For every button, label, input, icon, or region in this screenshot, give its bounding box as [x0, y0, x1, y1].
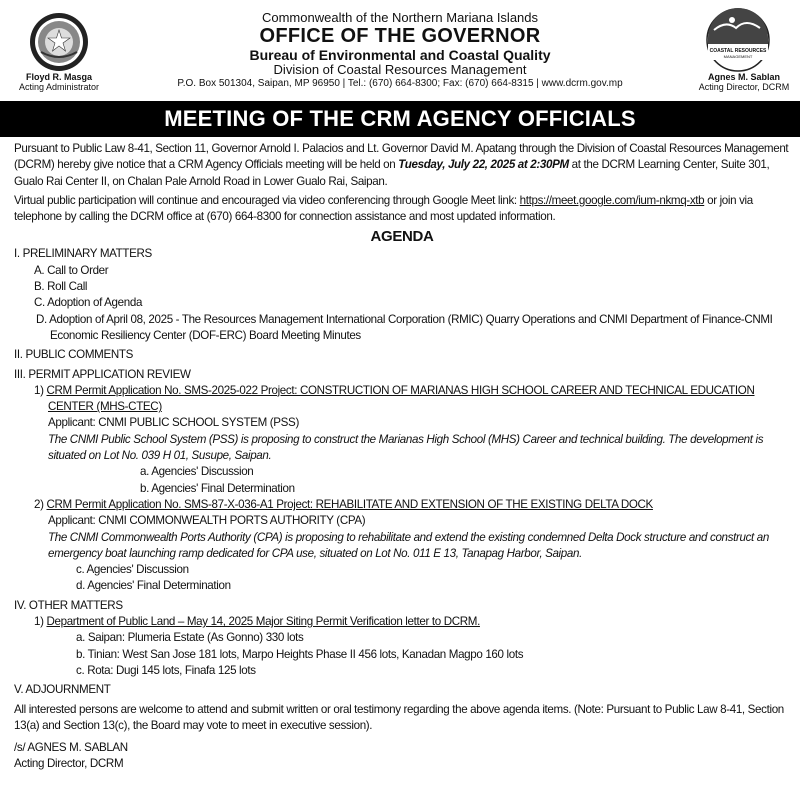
- permit-item-1: [14, 383, 790, 416]
- notice-body: [14, 141, 790, 773]
- letterhead-center: [130, 10, 670, 90]
- permit-applicant: Applicant: CNMI COMMONWEALTH PORTS AUTHORITY (CPA): [48, 514, 366, 528]
- agenda-item: B. Roll Call: [34, 280, 88, 294]
- intro-text-start: Pursuant to Public Law 8-41, Section 11, Governor Arnold I. Palacios and Lt. Governor David M. Apatang through the Division of Coastal Resources Management (DCRM) hereby give notice that a CRM Agency Officials meeting will be held on: [14, 142, 789, 172]
- sub-item: b. Tinian: West San Jose 181 lots, Marpo Heights Phase II 456 lots, Kanadan Magpo 160 lots: [76, 647, 524, 661]
- dcrm-logo-text-1: COASTAL RESOURCES: [709, 48, 767, 54]
- other-matter-item: [14, 614, 790, 630]
- closing-paragraph: All interested persons are welcome to attend and submit written or oral testimony regarding the above agenda items. (Note: Pursuant to Public Law 8-41, Section 13(a) and Section 13(c), the Board may vote to meet in executive session).: [14, 702, 784, 732]
- permit-number: 2): [34, 497, 47, 511]
- sub-item: a. Agencies' Discussion: [140, 465, 254, 479]
- left-signatory: [0, 72, 118, 92]
- section-heading: V. ADJOURNMENT: [14, 683, 111, 697]
- letterhead: [0, 0, 800, 100]
- right-signatory: [690, 72, 798, 92]
- permit-title: CRM Permit Application No. SMS-2025-022 Project: CONSTRUCTION OF MARIANAS HIGH SCHOOL CAREER AND TECHNICAL EDUCATION CENTER (MHS-CTEC): [46, 383, 755, 414]
- contact-address: P.O. Box 501304, Saipan, MP 96950 | Tel.: (670) 664-8300; Fax: (670) 664-8315 | www.dcrm.gov.mp: [177, 78, 623, 89]
- dcrm-logo-text-2: MANAGEMENT: [723, 54, 753, 59]
- notice-title: MEETING OF THE CRM AGENCY OFFICIALS: [0, 101, 800, 137]
- signature-title: Acting Director, DCRM: [14, 757, 124, 771]
- sub-item: d. Agencies' Final Determination: [76, 579, 231, 593]
- dcrm-logo: [706, 8, 770, 72]
- sub-item: c. Rota: Dugi 145 lots, Finafa 125 lots: [76, 663, 256, 677]
- virtual-text-start: Virtual public participation will continue and encouraged via video conferencing through Google Meet link:: [14, 193, 520, 207]
- left-signatory-title: Acting Administrator: [18, 82, 100, 92]
- cnmi-seal-logo: [29, 12, 89, 72]
- google-meet-link[interactable]: https://meet.google.com/ium-nkmq-xtb: [519, 193, 705, 207]
- right-signatory-name: Agnes M. Sablan: [707, 72, 780, 82]
- sub-item: b. Agencies' Final Determination: [140, 481, 295, 495]
- permit-item-2: [14, 497, 790, 513]
- permit-applicant: Applicant: CNMI PUBLIC SCHOOL SYSTEM (PSS): [48, 416, 299, 430]
- intro-text-end: at the DCRM Learning Center, Suite 301, Gualo Rai Center II, on Chalan Pale Arnold Road in Lower Gualo Rai, Saipan.: [14, 158, 770, 188]
- division-name: Division of Coastal Resources Management: [273, 62, 527, 77]
- meeting-date: Tuesday, July 22, 2025 at 2:30PM: [398, 158, 569, 172]
- permit-title: CRM Permit Application No. SMS-87-X-036-A1 Project: REHABILITATE AND EXTENSION OF THE EXISTING DELTA DOCK: [46, 497, 653, 511]
- virtual-participation-paragraph: [14, 193, 790, 226]
- signature-line: /s/ AGNES M. SABLAN: [14, 741, 128, 755]
- intro-paragraph: [14, 141, 790, 190]
- virtual-text-end: or join via telephone by calling the DCRM office at (670) 664-8300 for connection assistance and most updated information.: [14, 193, 753, 224]
- left-signatory-name: Floyd R. Masga: [25, 72, 92, 82]
- agenda-heading: AGENDA: [370, 228, 434, 246]
- item-title: Department of Public Land – May 14, 2025 Major Siting Permit Verification letter to DCRM.: [46, 615, 480, 629]
- section-heading: II. PUBLIC COMMENTS: [14, 348, 133, 362]
- sub-item: a. Saipan: Plumeria Estate (As Gonno) 330 lots: [76, 631, 304, 645]
- agenda-item: C. Adoption of Agenda: [34, 296, 143, 310]
- section-heading: IV. OTHER MATTERS: [14, 598, 123, 612]
- agenda-item: D. Adoption of April 08, 2025 - The Resources Management International Corporation (RMIC) Quarry Operations and CNMI Department of Finance-CNMI Economic Resiliency Center (DOF-ERC) Board Meeting Minutes: [36, 312, 773, 342]
- permit-number: 1): [34, 383, 47, 397]
- right-signatory-title: Acting Director, DCRM: [698, 82, 790, 92]
- permit-description: The CNMI Commonwealth Ports Authority (CPA) is proposing to rehabilitate and extend the existing condemned Delta Dock structure and construct an emergency boat launching ramp dedicated for CPA use, situated on Lot No. 011 E 13, Tanapag Harbor, Saipan.: [48, 530, 769, 560]
- office-title: OFFICE OF THE GOVERNOR: [259, 25, 541, 47]
- commonwealth-line: Commonwealth of the Northern Mariana Islands: [261, 10, 539, 25]
- bureau-name: Bureau of Environmental and Coastal Quality: [249, 47, 551, 63]
- permit-description: The CNMI Public School System (PSS) is proposing to construct the Marianas High School (MHS) Career and technical building. The development is situated on Lot No. 039 H 01, Susupe, Saipan.: [48, 432, 764, 463]
- section-heading: III. PERMIT APPLICATION REVIEW: [14, 367, 191, 381]
- section-heading: I. PRELIMINARY MATTERS: [14, 247, 152, 261]
- item-number: 1): [34, 615, 47, 629]
- agenda-item: A. Call to Order: [34, 263, 109, 277]
- sub-item: c. Agencies' Discussion: [76, 563, 189, 577]
